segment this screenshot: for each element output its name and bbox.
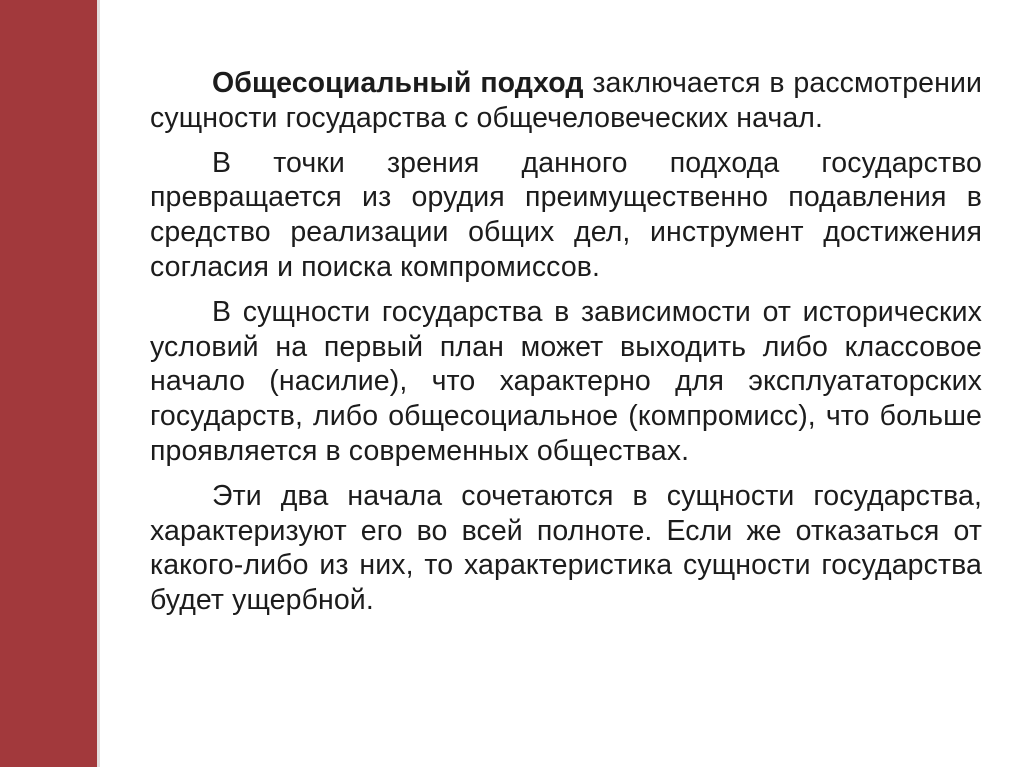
slide-text-body — [150, 66, 982, 628]
paragraph-2: В точки зрения данного подхода государство превращается из орудия преимущественно подавления в средство реализации общих дел, инструмент достижения согласия и поиска компромиссов. — [150, 146, 982, 283]
paragraph-4: Эти два начала сочетаются в сущности государства, характеризуют его во всей полноте. Если же отказаться от какого-либо из них, то характеристика сущности государства будет ущербной. — [150, 479, 982, 617]
decorative-side-bar — [0, 0, 97, 767]
paragraph-3: В сущности государства в зависимости от исторических условий на первый план может выходить либо классовое начало (насилие), что характерно для эксплуататорских государств, либо общесоциальное (компромисс), что больше проявляется в современных обществах. — [150, 295, 982, 467]
paragraph-1-text: заключается в рассмотрении сущности государства с общечеловеческих начал. — [150, 67, 982, 134]
side-bar-divider — [97, 0, 100, 767]
term-general-social: Общесоциальный — [212, 67, 472, 99]
paragraph-1 — [150, 66, 982, 136]
term-approach: подход — [480, 67, 584, 99]
